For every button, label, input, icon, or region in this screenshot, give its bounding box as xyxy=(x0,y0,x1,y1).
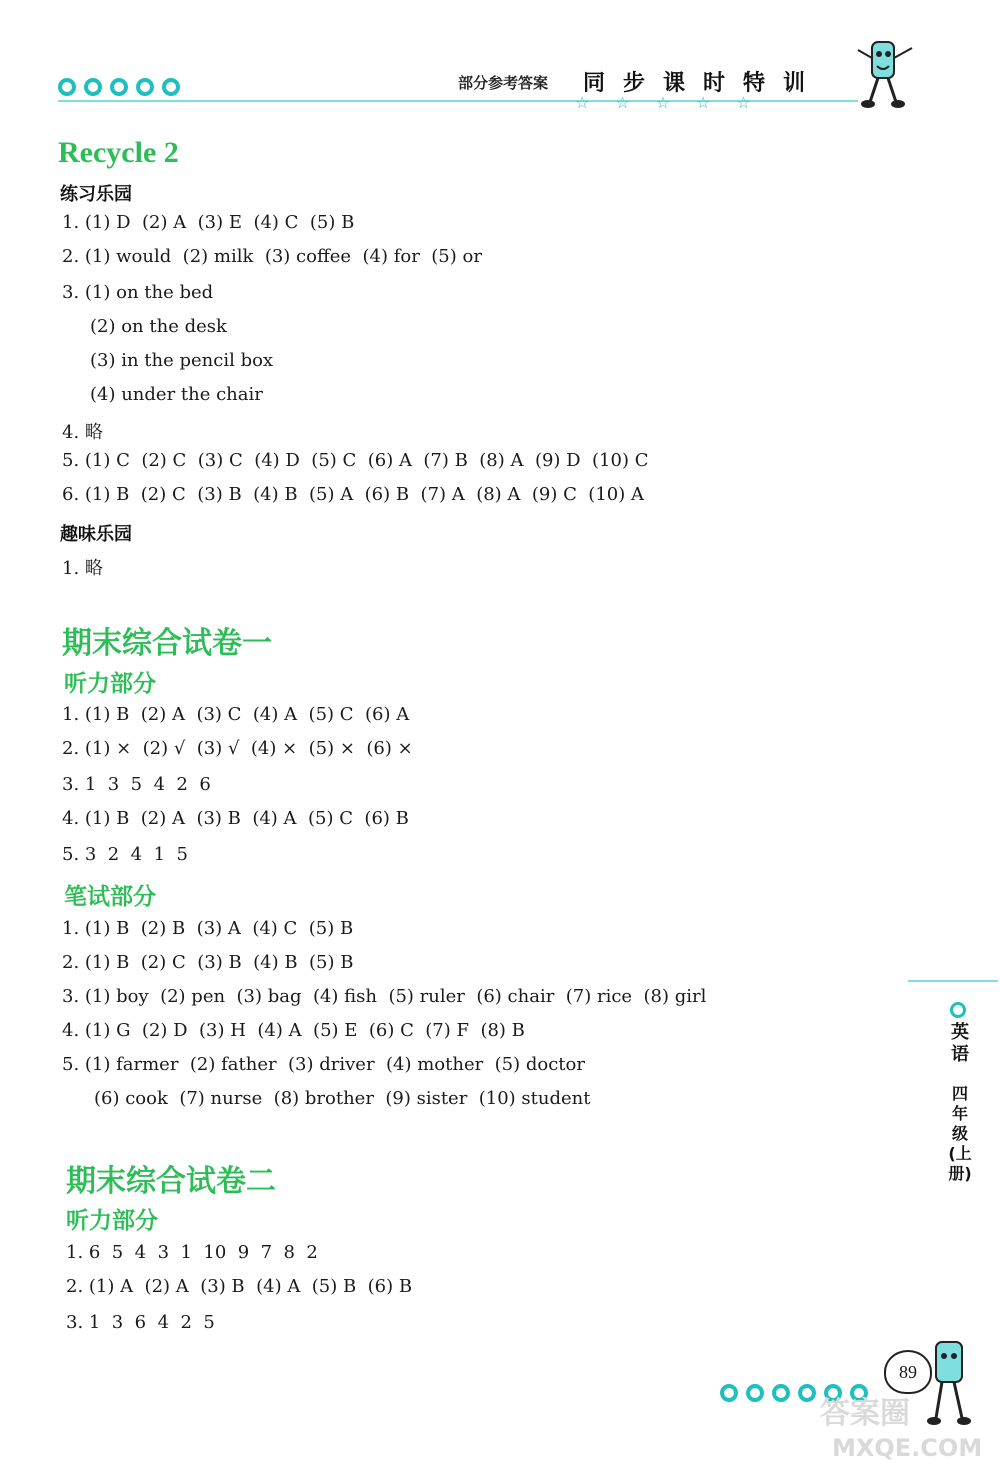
answer-line: (6) cook (7) nurse (8) brother (9) sister (10) student xyxy=(94,1088,591,1109)
header-dots-left xyxy=(58,78,180,96)
mascot-icon xyxy=(922,1334,982,1434)
answer-line: 3. 1 3 6 4 2 5 xyxy=(66,1312,215,1333)
answer-line: 3. 1 3 5 4 2 6 xyxy=(62,774,211,795)
answer-line: 2. (1) × (2) √ (3) √ (4) × (5) × (6) × xyxy=(62,738,413,759)
answer-line: 1. (1) D (2) A (3) E (4) C (5) B xyxy=(62,212,355,233)
answer-line: 3. (1) on the bed xyxy=(62,282,214,303)
mascot-icon xyxy=(850,32,920,112)
answer-line: 1. 6 5 4 3 1 10 9 7 8 2 xyxy=(66,1242,318,1263)
exam1-title: 期末综合试卷一 xyxy=(62,626,272,661)
answer-line: (2) on the desk xyxy=(90,316,227,337)
practice-label: 练习乐园 xyxy=(60,184,132,205)
answer-line: (4) under the chair xyxy=(90,384,263,405)
circle-icon xyxy=(136,78,154,96)
answer-line: 4. 略 xyxy=(62,422,103,443)
watermark-url: MXQE.COM xyxy=(832,1434,983,1462)
circle-icon xyxy=(58,78,76,96)
side-subject: 英语 xyxy=(951,1022,969,1065)
watermark-text: 答案圈 xyxy=(820,1396,910,1431)
answer-line: 5. 3 2 4 1 5 xyxy=(62,844,188,865)
header-title: 同步课时特训 xyxy=(583,71,824,96)
exam2-title: 期末综合试卷二 xyxy=(66,1164,276,1199)
exam1-written-label: 笔试部分 xyxy=(64,884,156,910)
circle-icon xyxy=(950,1002,966,1018)
header-label: 部分参考答案 xyxy=(458,74,549,92)
fun-label: 趣味乐园 xyxy=(60,524,132,545)
recycle-title: Recycle 2 xyxy=(58,136,179,169)
answer-line: 5. (1) C (2) C (3) C (4) D (5) C (6) A (7) B (8) A (9) D (10) C xyxy=(62,450,649,471)
answer-line: 2. (1) B (2) C (3) B (4) B (5) B xyxy=(62,952,354,973)
answer-line: 4. (1) B (2) A (3) B (4) A (5) C (6) B xyxy=(62,808,409,829)
circle-icon xyxy=(110,78,128,96)
page-number: 89 xyxy=(884,1350,932,1394)
circle-icon xyxy=(798,1384,816,1402)
answer-line: 1. (1) B (2) B (3) A (4) C (5) B xyxy=(62,918,354,939)
side-grade: 四年级(上册) xyxy=(948,1084,972,1183)
answer-line: 1. 略 xyxy=(62,558,103,579)
answer-line: 2. (1) would (2) milk (3) coffee (4) for (5) or xyxy=(62,246,482,267)
answer-line: (3) in the pencil box xyxy=(90,350,274,371)
answer-line: 5. (1) farmer (2) father (3) driver (4) mother (5) doctor xyxy=(62,1054,585,1075)
circle-icon xyxy=(162,78,180,96)
answer-line: 6. (1) B (2) C (3) B (4) B (5) A (6) B (7) A (8) A (9) C (10) A xyxy=(62,484,644,505)
header-stars: ☆☆☆☆☆ xyxy=(575,93,777,112)
circle-icon xyxy=(772,1384,790,1402)
answer-line: 3. (1) boy (2) pen (3) bag (4) fish (5) ruler (6) chair (7) rice (8) girl xyxy=(62,986,707,1007)
exam1-listening-label: 听力部分 xyxy=(64,671,156,697)
circle-icon xyxy=(84,78,102,96)
answer-line: 2. (1) A (2) A (3) B (4) A (5) B (6) B xyxy=(66,1276,413,1297)
exam2-listening-label: 听力部分 xyxy=(66,1208,158,1234)
circle-icon xyxy=(720,1384,738,1402)
side-rule xyxy=(908,980,998,982)
circle-icon xyxy=(746,1384,764,1402)
answer-line: 1. (1) B (2) A (3) C (4) A (5) C (6) A xyxy=(62,704,410,725)
answer-line: 4. (1) G (2) D (3) H (4) A (5) E (6) C (7) F (8) B xyxy=(62,1020,525,1041)
